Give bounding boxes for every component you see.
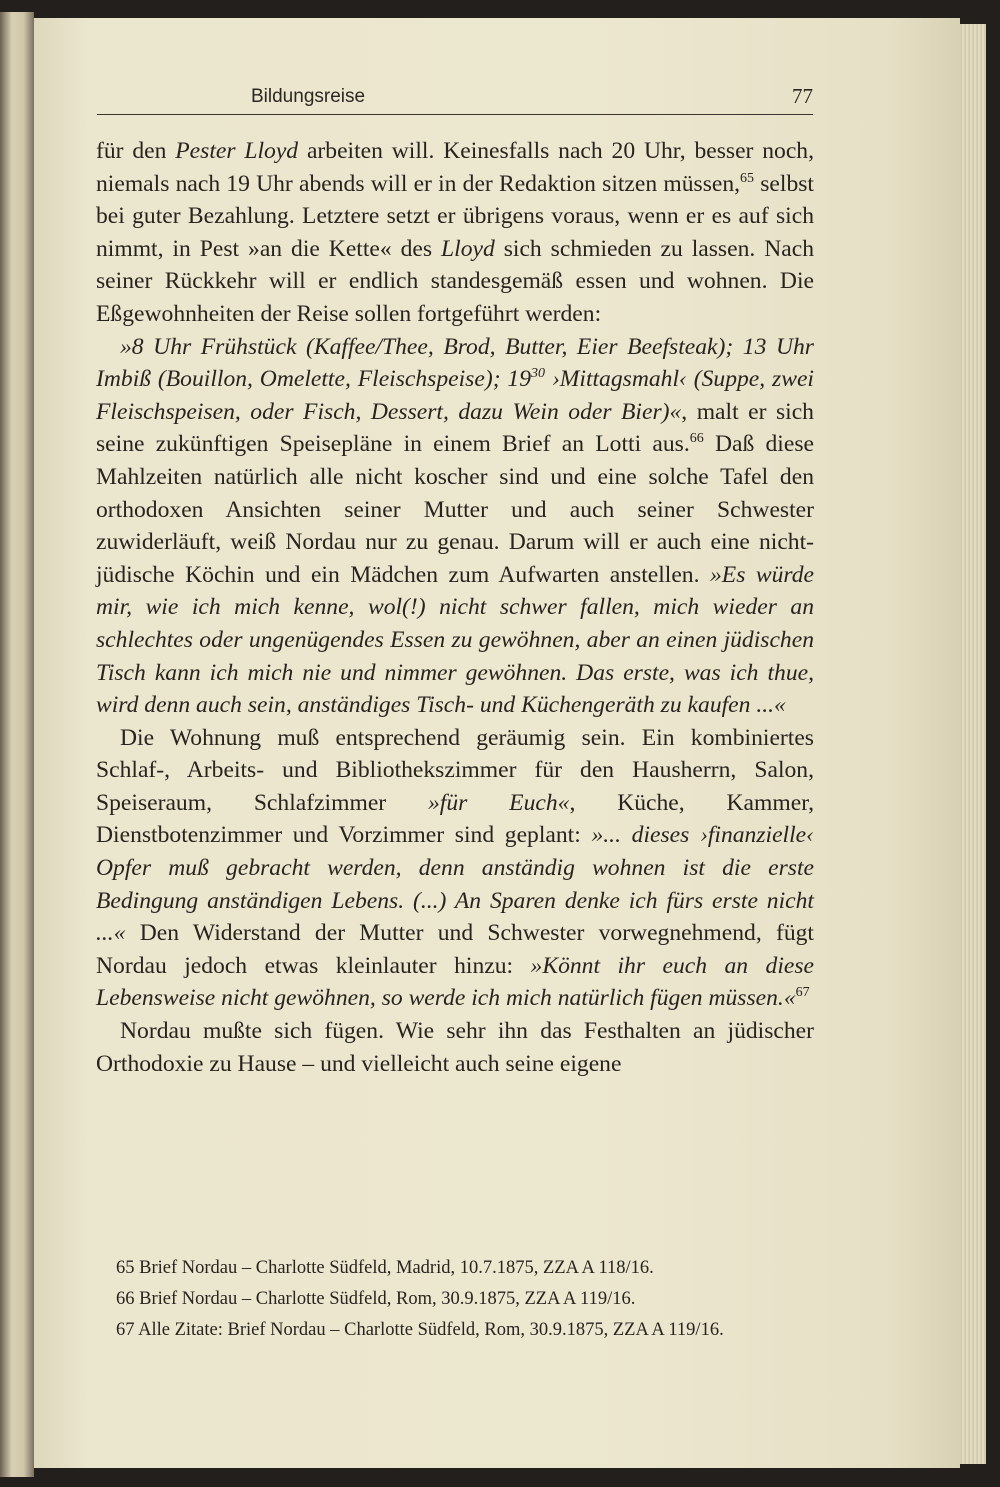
text-run: Die Wohnung muß entsprechend geräumig sein. Ein kombiniertes Schlaf-, Arbeits- und Bibliothekszimmer für den Hausherrn, Salon, Speiseraum, Schlafzimmer: [96, 724, 814, 816]
text-run: selbst bei guter Bezahlung. Letztere setzt er übrigens voraus, wenn er es auf sich nimmt, in Pest »an die Kette« des: [96, 170, 814, 262]
paragraph-1: [96, 135, 814, 331]
paragraph-3: [96, 722, 814, 1015]
footnote-ref: 67: [795, 985, 810, 1001]
footnote-65: 65 Brief Nordau – Charlotte Südfeld, Madrid, 10.7.1875, ZZA A 118/16.: [116, 1258, 654, 1278]
italic-quote: »Es würde mir, wie ich mich kenne, wol(!) nicht schwer fallen, mich wieder an schlechtes oder ungenügendes Essen zu gewöhnen, aber an einen jüdischen Tisch kann ich mich nie und nimmer gewöhnen. Das erste, was ich thue, wird denn auch sein, anständiges Tisch- und Küchengeräth zu kaufen ...«: [96, 561, 814, 719]
page-number: 77: [792, 84, 813, 108]
text-run: Daß diese Mahlzeiten natürlich alle nicht koscher sind und eine solche Tafel den orthodoxen Ansichten seiner Mutter und auch seiner Schwester zuwiderläuft, weiß Nordau nur zu genau. Darum will er auch eine nicht-jüdische Köchin und ein Mädchen zum Aufwarten anstellen.: [96, 431, 814, 588]
text-run: Nordau mußte sich fügen. Wie sehr ihn das Festhalten an jüdischer Orthodoxie zu Hause – und vielleicht auch seine eigene: [96, 1018, 814, 1077]
footnote-66: 66 Brief Nordau – Charlotte Südfeld, Rom, 30.9.1875, ZZA A 119/16.: [116, 1289, 636, 1309]
facing-page-edge: [0, 12, 34, 1477]
text-run: Den Widerstand der Mutter und Schwester vorwegnehmend, fügt Nordau jedoch etwas kleinlauter hinzu:: [96, 920, 814, 979]
text-run: , Küche, Kammer, Dienstbotenzimmer und Vorzimmer sind geplant:: [96, 789, 815, 849]
italic-title: Lloyd: [441, 235, 495, 262]
text-run: sich schmieden zu lassen. Nach seiner Rückkehr will er endlich standesgemäß essen und wohnen. Die Eßgewohnheiten der Reise sollen fortgeführt werden:: [96, 235, 815, 327]
footnote-ref: 65: [740, 170, 755, 186]
footnote-ref: 66: [689, 431, 704, 447]
italic-title: Pester Lloyd: [175, 138, 299, 164]
footnote-67: 67 Alle Zitate: Brief Nordau – Charlotte Südfeld, Rom, 30.9.1875, ZZA A 119/16.: [116, 1320, 724, 1340]
text-run: arbeiten will. Keinesfalls nach 20 Uhr, besser noch, niemals nach 19 Uhr abends will er in der Redaktion sitzen müssen,: [96, 138, 815, 197]
italic-quote: ›Mittagsmahl‹ (Suppe, zwei Fleischspeisen, oder Fisch, Dessert, dazu Wein oder Bier)«: [96, 366, 814, 425]
italic-quote: »8 Uhr Frühstück (Kaffee/Thee, Brod, Butter, Eier Beefsteak); 13 Uhr Imbiß (Bouillon, Omelette, Fleischspeise); 19: [96, 333, 814, 393]
page-header: [97, 84, 813, 115]
body-text: [96, 135, 814, 1080]
italic-quote: »... dieses ›finanzielle‹ Opfer muß gebracht werden, denn anständig wohnen ist die erste Bedingung anständigen Lebens. (...) An Sparen denke ich fürs erste nicht ...«: [96, 822, 814, 947]
paragraph-2: [96, 331, 814, 722]
italic-quote: »Könnt ihr euch an diese Lebensweise nicht gewöhnen, so werde ich mich natürlich fügen müssen.«: [96, 952, 814, 1012]
page-stack-edge: [958, 24, 986, 1464]
text-run: , malt er sich seine zukünftigen Speisepläne in einem Brief an Lotti aus.: [96, 398, 814, 458]
footnotes: [96, 1253, 814, 1346]
paragraph-4: [96, 1015, 814, 1080]
text-run: für den: [96, 138, 176, 164]
running-head: Bildungsreise: [251, 86, 366, 107]
superscript: 30: [531, 366, 546, 382]
italic-quote: »für Euch«: [428, 789, 570, 816]
